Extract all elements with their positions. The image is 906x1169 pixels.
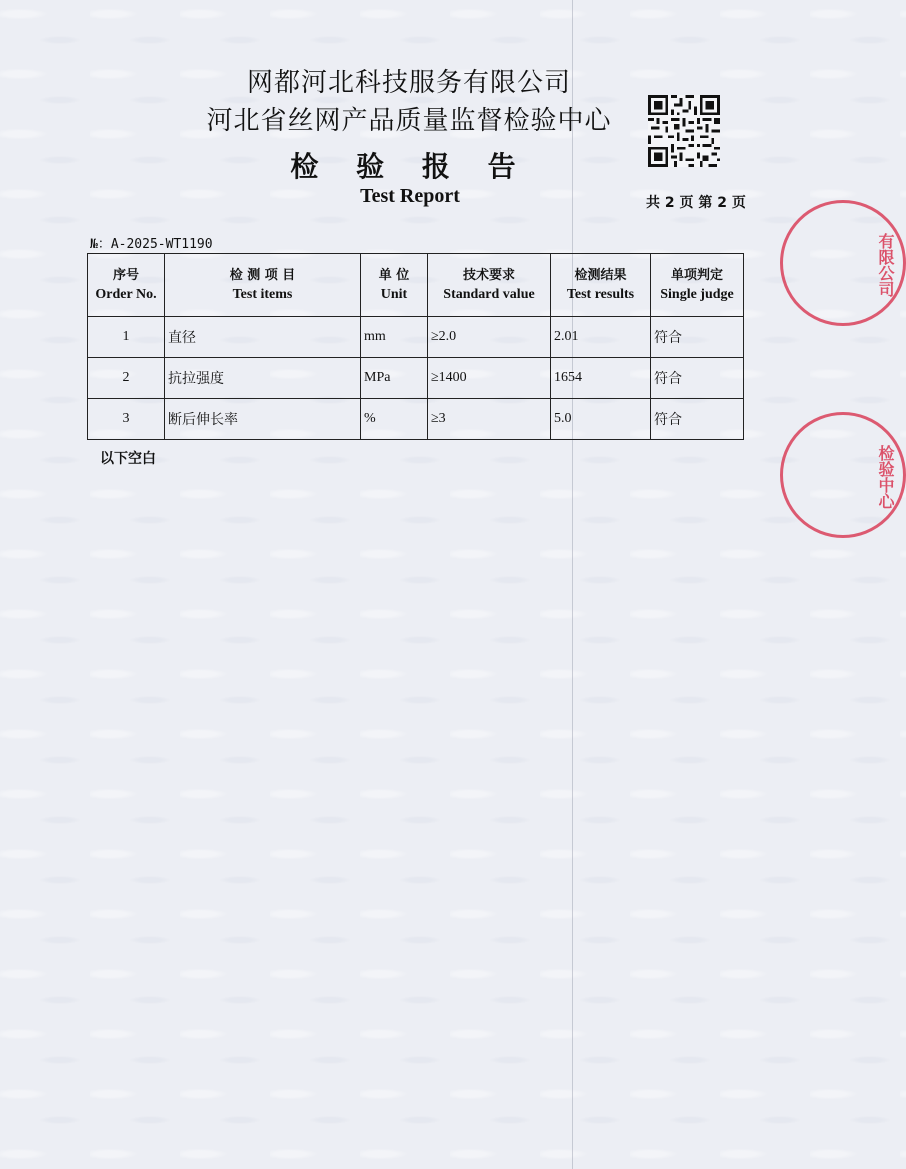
header-cn-label: 单项判定 [670,268,723,283]
cell-judge: 符合 [651,317,744,358]
cell-unit: MPa [361,358,428,399]
table-row [88,317,744,358]
results-table [87,253,744,440]
table-row [88,358,744,399]
header-en-label: Single judge [660,287,734,302]
header-standard-value [428,254,551,317]
header-test-items [165,254,361,317]
header-en-label: Unit [380,287,408,302]
cell-judge: 符合 [651,399,744,440]
header-order-no [88,254,165,317]
qr-code-icon [648,95,720,167]
header-cn-label: 检测结果 [574,268,627,283]
table-header-row [88,254,744,317]
seal-text: 有限公司 [876,233,895,297]
header-unit [361,254,428,317]
org-name-company: 网都河北科技服务有限公司 [246,68,571,98]
cell-test-result: 5.0 [551,399,651,440]
header-test-results [551,254,651,317]
seal-stamp-company [780,200,906,326]
header-en-label: Order No. [95,287,157,302]
cell-unit: % [361,399,428,440]
cell-order-no: 1 [88,317,165,358]
cell-order-no: 3 [88,399,165,440]
header-cn-label: 单 位 [378,268,410,283]
report-title-cn: 检 验 报 告 [290,150,530,183]
cell-standard-value: ≥3 [428,399,551,440]
header-en-label: Test results [566,287,635,302]
report-number: №：A-2025-WT1190 [90,237,213,252]
seal-text: 检验中心 [876,445,895,509]
header-en-label: Test items [232,287,293,302]
header-cn-label: 序号 [112,268,139,283]
header-en-label: Standard value [443,287,535,302]
cell-test-item: 直径 [165,317,361,358]
cell-test-item: 抗拉强度 [165,358,361,399]
cell-standard-value: ≥1400 [428,358,551,399]
report-title-en: Test Report [360,185,460,207]
cell-standard-value: ≥2.0 [428,317,551,358]
cell-order-no: 2 [88,358,165,399]
table-row [88,399,744,440]
header-single-judge [651,254,744,317]
cell-test-result: 2.01 [551,317,651,358]
header-cn-label: 检 测 项 目 [229,268,296,283]
seal-stamp-center [780,412,906,538]
header-cn-label: 技术要求 [462,268,515,283]
cell-test-result: 1654 [551,358,651,399]
cell-unit: mm [361,317,428,358]
org-name-center: 河北省丝网产品质量监督检验中心 [206,106,612,136]
blank-below-note: 以下空白 [100,451,156,467]
cell-test-item: 断后伸长率 [165,399,361,440]
cell-judge: 符合 [651,358,744,399]
page-count: 共 2 页 第 2 页 [646,195,746,211]
